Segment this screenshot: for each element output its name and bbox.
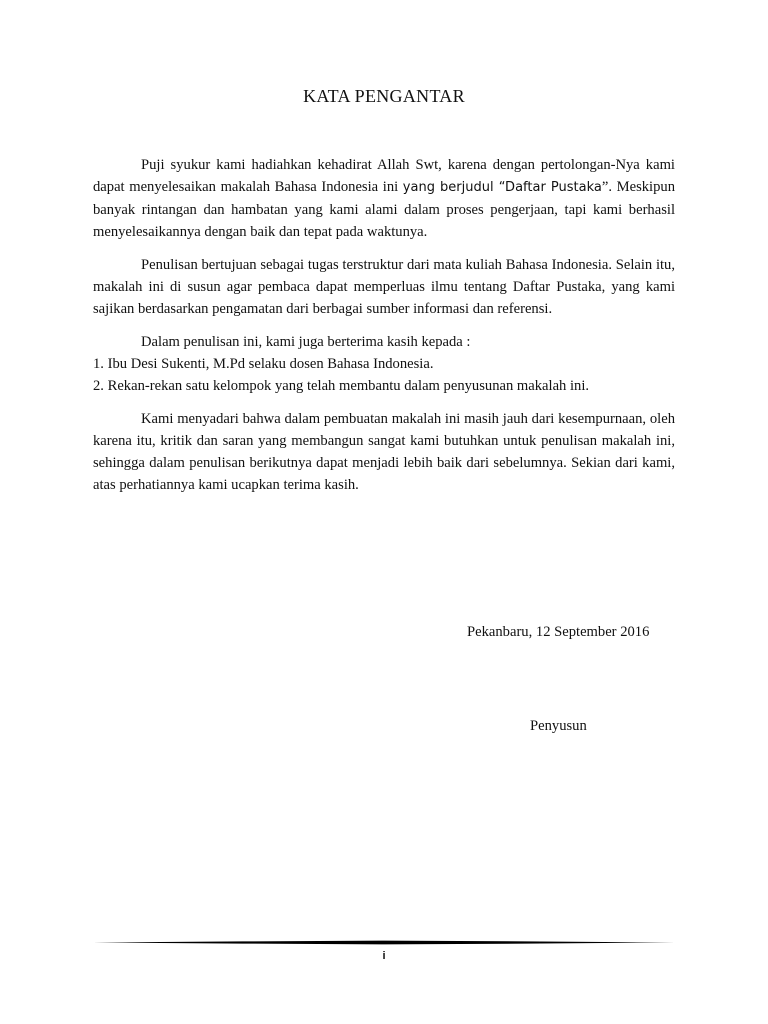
- document-body: [93, 154, 675, 507]
- paragraph-opening-text-b: yang berjudul “Daftar Pustaka: [402, 180, 602, 195]
- page-number: i: [382, 950, 386, 962]
- page-title: KATA PENGANTAR: [303, 86, 465, 106]
- paragraph-opening-text-a: Puji syukur kami hadiahkan kehadirat Allah Swt, karena dengan pertolongan-Nya kami dapat menyelesaikan makalah Bahasa Indonesia ini: [93, 157, 675, 195]
- acknowledgement-block: [93, 331, 675, 397]
- place-date: Pekanbaru, 12 September 2016: [467, 624, 650, 640]
- acknowledgement-item: 1. Ibu Desi Sukenti, M.Pd selaku dosen Bahasa Indonesia.: [93, 356, 434, 372]
- paragraph-closing: Kami menyadari bahwa dalam pembuatan makalah ini masih jauh dari kesempurnaan, oleh karena itu, kritik dan saran yang membangun sangat kami butuhkan untuk penulisan makalah ini, sehingga dalam penulisan berikutnya dapat menjadi lebih baik dari sebelumnya. Sekian dari kami, atas perhatiannya kami ucapkan terima kasih.: [93, 411, 675, 493]
- acknowledgement-item: 2. Rekan-rekan satu kelompok yang telah membantu dalam penyusunan makalah ini.: [93, 378, 590, 394]
- paragraph-purpose: Penulisan bertujuan sebagai tugas terstruktur dari mata kuliah Bahasa Indonesia. Selain itu, makalah ini di susun agar pembaca dapat memperluas ilmu tentang Daftar Pustaka, yang kami sajikan berdasarkan pengamatan dari berbagai sumber informasi dan referensi.: [93, 257, 675, 317]
- paragraph-opening-text-c: ”. Meskipun banyak rintangan dan hambatan yang kami alami dalam proses pengerjaan, tapi kami berhasil menyelesaikannya dengan baik dan tepat pada waktunya.: [93, 179, 675, 240]
- footer-rule: [93, 940, 675, 945]
- acknowledgement-intro: Dalam penulisan ini, kami juga berterima kasih kepada :: [141, 334, 471, 350]
- paragraph-opening: [93, 154, 675, 243]
- author-signature-label: Penyusun: [530, 718, 587, 734]
